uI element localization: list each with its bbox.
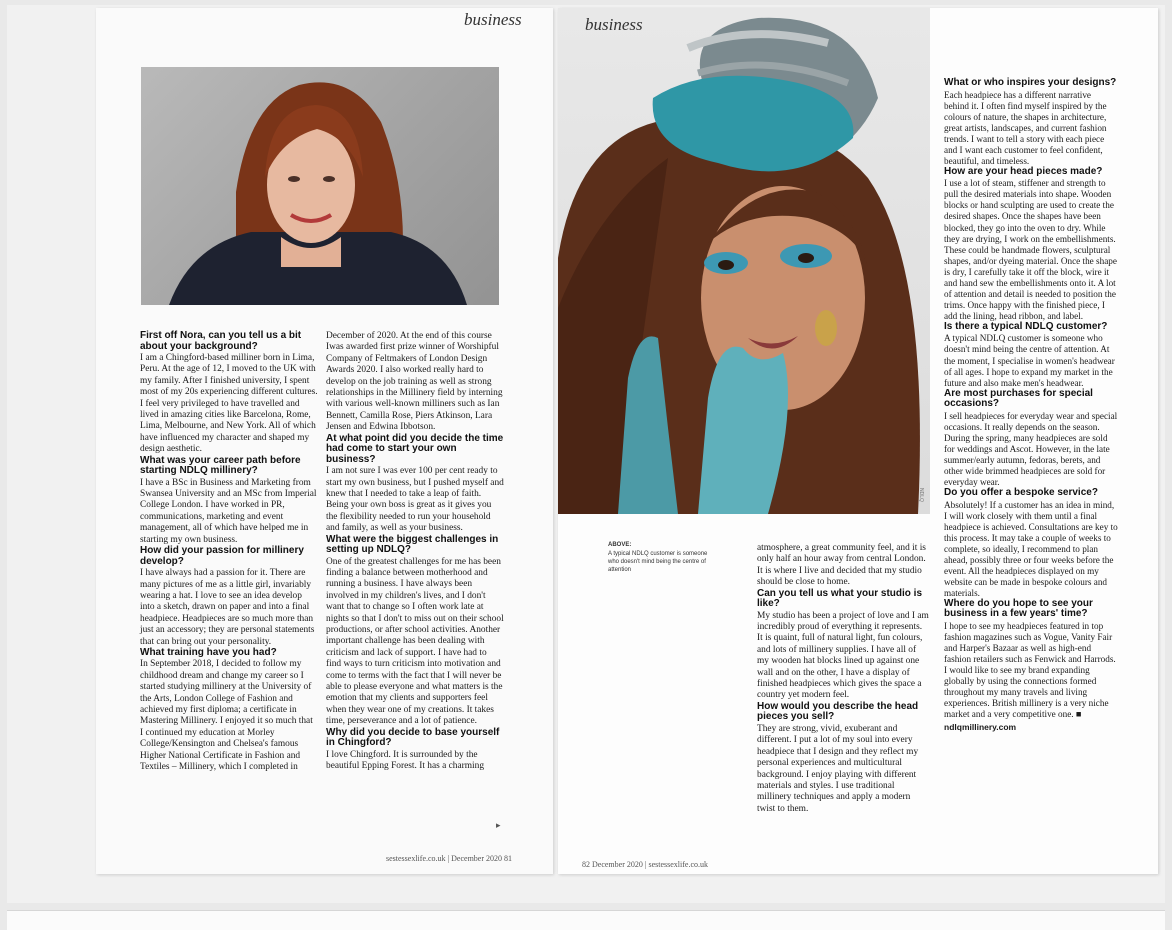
page-folio: 82 December 2020 | sestessexlife.co.uk: [582, 860, 709, 869]
qa-block: [140, 546, 318, 648]
answer-text: Each headpiece has a different narrative behind it. I often find myself inspired by the colours of nature, the shapes in architecture, great artists, landscapes, and current fashion trends. I want to tell a story with each piece and I want each customer to feel confident, beautiful, and timeless.: [944, 89, 1107, 166]
continue-arrow: ▸: [496, 820, 501, 830]
question-heading: Where do you hope to see your business in a few years' time?: [944, 597, 1093, 620]
answer-text: I love Chingford. It is surrounded by the beautiful Epping Forest. It has a charming: [326, 749, 485, 772]
question-heading: What was your career path before starting NDLQ millinery?: [140, 454, 301, 477]
question-heading: At what point did you decide the time had come to start your own business?: [326, 432, 504, 465]
answer-text: A typical NDLQ customer is someone who doesn't mind being the centre of attention. At the moment, I specialise in women's headwear of all ages. I hope to expand my market in the future and also make men's headwear.: [944, 333, 1115, 388]
answer-text: I have a BSc in Business and Marketing from Swansea University and an MSc from Imperial College London. I have worked in PR, communications, marketing and event management, all of which have helped me in starting my own business.: [140, 477, 317, 545]
portrait-photo: [141, 67, 499, 305]
magazine-page-right: [558, 8, 1158, 874]
answer-text: December of 2020. At the end of this course Iwas awarded first prize winner of Worshipful Company of Feltmakers of London Design Awards 2020. I also worked really hard to develop on the job training as well as strong relationships in the Millinery field by interning with various well-known milliners such as Ian Bennett, Camilla Rose, Piers Atkinson, Lara Jensen and Edwina Ibbotson.: [326, 331, 503, 433]
answer-text: My studio has been a project of love and I am incredibly proud of everything it represents. It is quaint, full of natural light, fun colours, and lots of millinery supplies. I have all of my wooden hat blocks lined up against one wall and on the other, I have a display of finished headpieces which gives the space a country yet modern feel.: [757, 610, 929, 701]
caption-text: A typical NDLQ customer is someone who doesn't mind being the centre of attention: [608, 551, 708, 573]
qa-block: [140, 331, 318, 456]
qa-block: [944, 488, 1118, 599]
question-heading: How did your passion for millinery develop?: [140, 545, 304, 567]
qa-block: [944, 322, 1118, 389]
answer-text: I use a lot of steam, stiffener and strength to pull the desired materials into shape. Wooden blocks or hand sculpting are used to create the desired shapes. Once the shapes have been blocked, they go into the oven to dry. While they are drying, I work on the embellishments. These could be handmade flowers, sculptural shapes, and/or dyeing material. Once the shape is dry, I carefully take it off the block, wire it and hand sew the embellishments onto it. A lot of attention and detail is needed to position the trims. Once happy with the finished piece, I add the lining, head ribbon, and label.: [944, 178, 1117, 321]
column-1: [140, 331, 318, 774]
answer-text: atmosphere, a great community feel, and it is only half an hour away from central London. It is where I live and decided that my studio should be close to home.: [757, 543, 926, 588]
answer-text: In September 2018, I decided to follow my childhood dream and change my career so I started studying millinery at the University of the Arts, London College of Fashion and achieved my first diploma; a certificate in Mastering Millinery. I enjoyed it so much that I continued my education at Morley College/Kensington and Chelsea's famous Higher National Certificate in Fashion and Textiles – Millinery, which I completed in: [140, 659, 313, 773]
answer-text: They are strong, vivid, exuberant and different. I put a lot of my soul into every headpiece that I design and they reflect my personal experiences and multicultural background. I enjoy playing with different materials and styles. I use traditional millinery techniques and apply a modern twist to them.: [757, 723, 919, 814]
qa-block: [757, 589, 929, 702]
answer-text: I sell headpieces for everyday wear and special occasions. It really depends on the season. During the spring, many headpieces are sold for weddings and Ascot. However, in the late summer/early autumn, fedoras, berets, and other wide brimmed headpieces are sold for everyday wear.: [944, 410, 1118, 487]
qa-block: [140, 456, 318, 546]
question-heading: Do you offer a bespoke service?: [944, 487, 1098, 498]
question-heading: Why did you decide to base yourself in Chingford?: [326, 726, 500, 749]
qa-block: [944, 599, 1118, 720]
question-heading: How are your head pieces made?: [944, 165, 1103, 177]
qa-block: [140, 648, 318, 774]
qa-block: [326, 535, 504, 728]
qa-block: [326, 434, 504, 535]
bottom-strip: [7, 910, 1165, 930]
question-heading: First off Nora, can you tell us a bit about your background?: [140, 330, 302, 352]
qa-block: [944, 167, 1118, 322]
qa-block: [326, 331, 504, 434]
question-heading: Are most purchases for special occasions?: [944, 387, 1093, 410]
magazine-page-left: [96, 8, 553, 874]
caption-label: ABOVE:: [608, 542, 632, 548]
question-heading: What training have you had?: [140, 646, 277, 658]
question-heading: Can you tell us what your studio is like?: [757, 587, 923, 610]
qa-block: [944, 389, 1118, 488]
question-heading: What were the biggest challenges in setting up NDLQ?: [326, 533, 499, 556]
answer-text: I hope to see my headpieces featured in top fashion magazines such as Vogue, Vanity Fair and Harper's Bazaar as well as high-end fashion retailers such as Fenwick and Harrods. I would like to see my brand expanding globally by using the connections formed throughout my many travels and living experiences. British millinery is a very niche market and a very competitive one. ■: [944, 620, 1116, 720]
model-photo: [558, 8, 930, 514]
answer-text: One of the greatest challenges for me has been finding a balance between motherhood and running a business. I have always been involved in my children's lives, and I don't want that to change so I often work late at nights so that I don't to miss out on their school productions, or after school activities. Another important challenge has been dealing with criticism and lack of support. I have had to find ways to turn criticism into motivation and come to terms with the fact that I will never be able to please everyone and what matters is the emotion that my clients and supporters feel when they wear one of my creations. It takes time, perseverance and a lot of patience.: [326, 556, 504, 727]
page-folio: sestessexlife.co.uk | December 2020 81: [386, 854, 513, 863]
answer-text: I have always had a passion for it. There are many pictures of me as a little girl, invariably wearing a hat. I love to see an idea develop into a sketch, drawn on paper and into a final headpiece. Headpieces are so much more than just an accessory; they are personal statements that can bring out your personality.: [140, 568, 315, 647]
column-4: [944, 78, 1118, 733]
model-illustration: [558, 8, 930, 514]
answer-text: I am a Chingford-based milliner born in Lima, Peru. At the age of 12, I moved to the UK with my family. After I finished university, I spent most of my 20s experiencing different cultures. I feel very privileged to have travelled and lived in amazing cities like Barcelona, Rome, Lima, Melbourne, and New York. All of which have influenced my character and shaped my design aesthetic.: [140, 353, 318, 455]
qa-block: [326, 728, 504, 773]
portrait-illustration: [141, 67, 499, 305]
photo-credit: NDLQ: [918, 488, 924, 502]
question-heading: What or who inspires your designs?: [944, 77, 1117, 88]
qa-block: [757, 702, 929, 815]
qa-block: [944, 78, 1118, 167]
answer-text: I am not sure I was ever 100 per cent ready to start my own business, but I pushed myself and knew that I needed to take a leap of faith. Being your own boss is great as it gives you the flexibility needed to run your household and family, as well as your business.: [326, 466, 504, 534]
answer-text: Absolutely! If a customer has an idea in mind, I will work closely with them until a final headpiece is achieved. Consultations are key to this process. It may take a couple of weeks to complete, so ideally, I recommend to plan ahead, possibly three or four weeks before the event. All the headpieces displayed on my website can be made in bespoke colours and materials.: [944, 499, 1118, 598]
question-heading: How would you describe the head pieces you sell?: [757, 700, 919, 723]
website-url[interactable]: ndlqmillinery.com: [944, 722, 1017, 733]
column-3: [757, 543, 929, 815]
section-label: business: [464, 10, 522, 29]
qa-block: [757, 543, 929, 589]
section-label: business: [585, 15, 643, 34]
column-2: [326, 331, 504, 773]
question-heading: Is there a typical NDLQ customer?: [944, 320, 1108, 332]
